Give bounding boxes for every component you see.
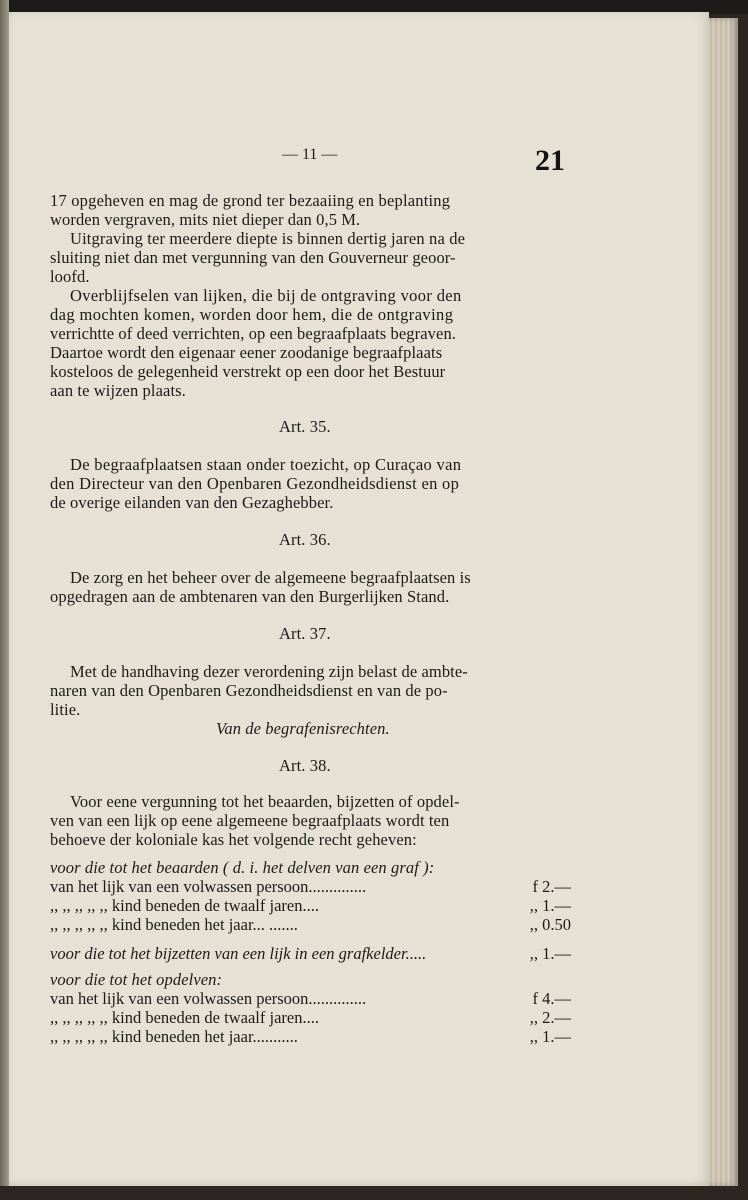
- text-line: dag mochten komen, worden door hem, die de ontgraving: [50, 305, 454, 324]
- text-line: sluiting niet dan met vergunning van den Gouverneur geoor-: [50, 248, 456, 267]
- fee-row: [50, 989, 571, 1008]
- fee-amount: ,, 0.50: [529, 915, 571, 934]
- fee-amount: f 2.—: [532, 877, 571, 896]
- text-line: naren van den Openbaren Gezondheidsdienst en van de po-: [50, 681, 448, 700]
- text-line: 17 opgeheven en mag de grond ter bezaaiing en beplanting: [50, 191, 451, 210]
- text-line: behoeve der koloniale kas het volgende recht geheven:: [50, 830, 417, 849]
- text-line: Overblijfselen van lijken, die bij de ontgraving voor den: [70, 286, 462, 305]
- text-line: aan te wijzen plaats.: [50, 381, 186, 400]
- section-heading: Van de begrafenisrechten.: [216, 719, 390, 738]
- text-line: Voor eene vergunning tot het beaarden, bijzetten of opdel-: [70, 792, 460, 811]
- fee-amount: f 4.—: [532, 989, 571, 1008]
- article-title: Art. 37.: [279, 624, 331, 643]
- fee-row: [50, 877, 571, 896]
- text-line: loofd.: [50, 267, 90, 286]
- article-title: Art. 36.: [279, 530, 331, 549]
- page-stack-edges: [708, 18, 738, 1186]
- fee-heading-opdelven: voor die tot het opdelven:: [50, 970, 223, 989]
- fee-label: ,, ,, ,, ,, ,, kind beneden de twaalf jaren....: [50, 1008, 319, 1027]
- text-line: den Directeur van den Openbaren Gezondheidsdienst en op: [50, 474, 460, 493]
- fee-label: van het lijk van een volwassen persoon..............: [50, 989, 367, 1008]
- fee-label: ,, ,, ,, ,, ,, kind beneden de twaalf jaren....: [50, 896, 319, 915]
- fee-row: [50, 1008, 571, 1027]
- fee-label: van het lijk van een volwassen persoon..............: [50, 877, 367, 896]
- article-title: Art. 38.: [279, 756, 331, 775]
- article-title: Art. 35.: [279, 417, 331, 436]
- text-line: worden vergraven, mits niet dieper dan 0,5 M.: [50, 210, 361, 229]
- fee-amount: ,, 1.—: [529, 896, 571, 915]
- fee-amount: ,, 1.—: [529, 1027, 571, 1046]
- fee-row: [50, 915, 571, 934]
- fee-amount: ,, 1.—: [529, 944, 571, 963]
- text-line: Uitgraving ter meerdere diepte is binnen dertig jaren na de: [70, 229, 466, 248]
- scan-background-bottom: [0, 1186, 748, 1200]
- fee-label: voor die tot het bijzetten van een lijk in een grafkelder.....: [50, 944, 427, 963]
- sheet-number: 21: [535, 144, 565, 177]
- fee-amount: ,, 2.—: [529, 1008, 571, 1027]
- text-line: opgedragen aan de ambtenaren van den Burgerlijken Stand.: [50, 587, 450, 606]
- fee-label: ,, ,, ,, ,, ,, kind beneden het jaar...........: [50, 1027, 298, 1046]
- text-line: kosteloos de gelegenheid verstrekt op een door het Bestuur: [50, 362, 446, 381]
- fee-heading-beaarden: voor die tot het beaarden ( d. i. het delven van een graf ):: [50, 858, 435, 877]
- binding-edge: [0, 0, 9, 1200]
- fee-row-bijzetten: [50, 944, 571, 963]
- page-folio: — 11 —: [282, 146, 338, 163]
- text-line: de overige eilanden van den Gezaghebber.: [50, 493, 334, 512]
- fee-row: [50, 896, 571, 915]
- text-line: litie.: [50, 700, 81, 719]
- text-line: Daartoe wordt den eigenaar eener zoodanige begraafplaats: [50, 343, 443, 362]
- text-line: ven van een lijk op eene algemeene begraafplaats wordt ten: [50, 811, 450, 830]
- text-line: De zorg en het beheer over de algemeene begraafplaatsen is: [70, 568, 471, 587]
- text-line: De begraafplaatsen staan onder toezicht, op Curaçao van: [70, 455, 462, 474]
- fee-label: ,, ,, ,, ,, ,, kind beneden het jaar... .......: [50, 915, 298, 934]
- text-line: Met de handhaving dezer verordening zijn belast de ambte-: [70, 662, 468, 681]
- fee-row: [50, 1027, 571, 1046]
- text-line: verrichtte of deed verrichten, op een begraafplaats begraven.: [50, 324, 457, 343]
